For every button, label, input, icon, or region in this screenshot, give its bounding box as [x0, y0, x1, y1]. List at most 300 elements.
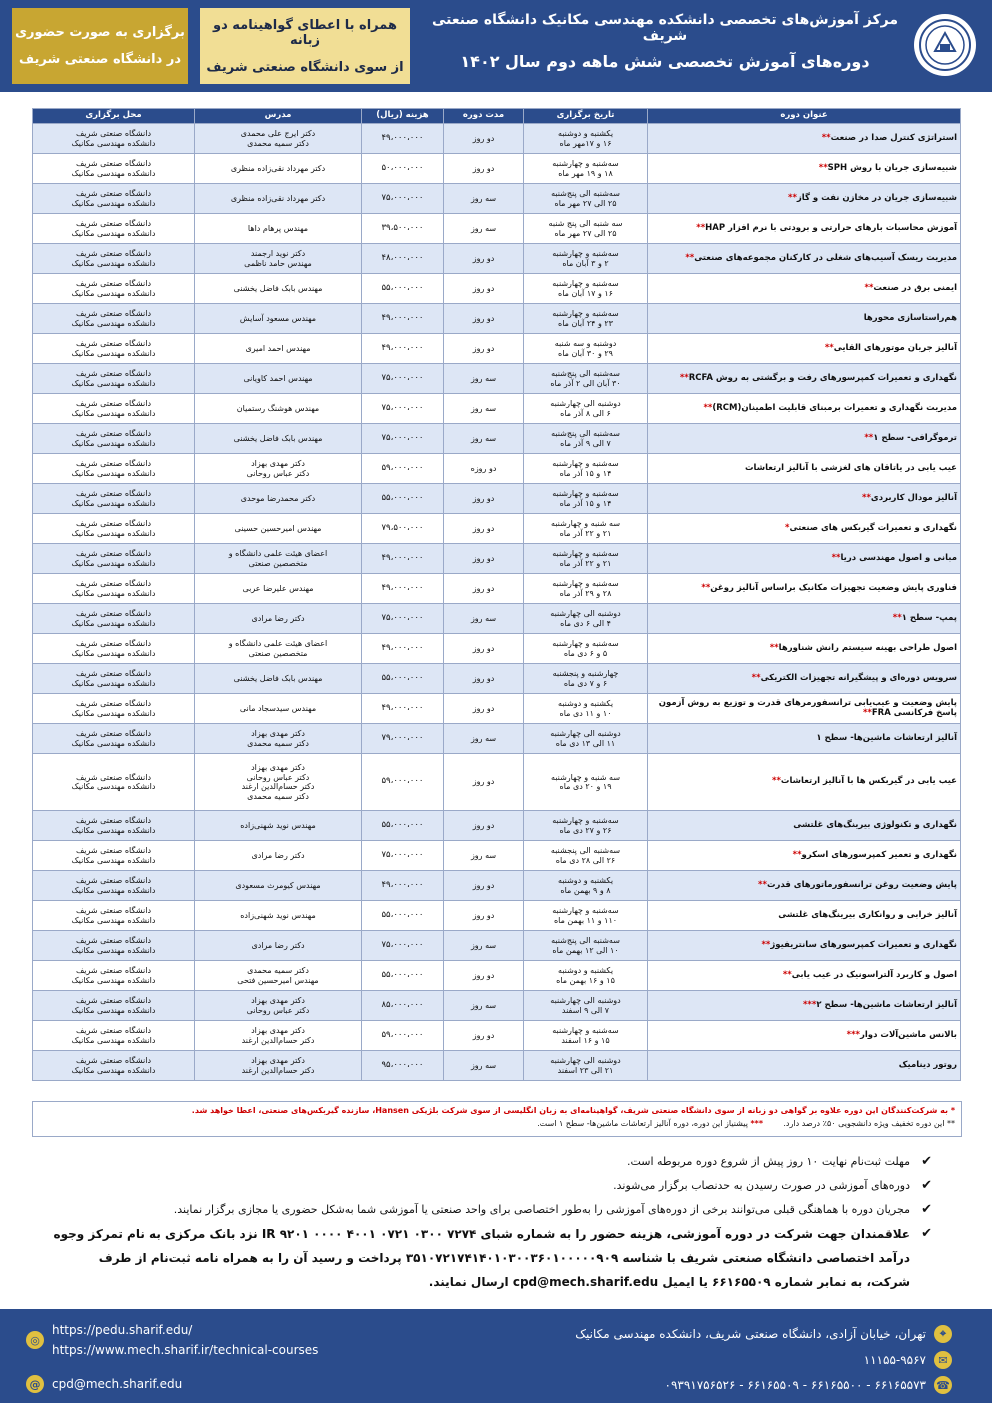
certificate-badge	[200, 8, 410, 84]
course-title-text: بالانس ماشین‌آلات دوار	[859, 1029, 957, 1040]
table-row	[33, 841, 961, 871]
note-hansen: * به شرکت‌کنندگان این دوره علاوه بر گواهی دو زبانه از سوی دانشگاه صنعتی شریف، گواهینامه‌ای به زبان انگلیسی از سوی شرکت بلژیکی Hansen، سازنده گیربکس‌های صنعتی، اعطا خواهد شد.	[191, 1106, 955, 1115]
phone-icon: ☎	[934, 1376, 952, 1394]
course-title	[648, 154, 961, 184]
course-fee: ۷۵،۰۰۰،۰۰۰	[362, 184, 444, 214]
course-title	[648, 604, 961, 634]
info-item	[52, 1222, 932, 1294]
course-duration: دو روز	[444, 694, 524, 724]
course-location	[33, 871, 195, 901]
course-mark: **	[751, 672, 761, 683]
course-date	[524, 961, 648, 991]
teacher-name: دکتر مهدی بهزاد	[251, 459, 305, 468]
location-line: دانشگاه صنعتی شریف	[75, 906, 152, 915]
course-mark: **	[831, 552, 841, 563]
course-title-text: اصول و کاربرد آلتراسونیک در عیب یابی	[791, 969, 957, 980]
table-row	[33, 931, 961, 961]
teacher-name: دکتر سمیه محمدی	[247, 966, 309, 975]
course-teacher	[195, 364, 362, 394]
location-line: دانشکده مهندسی مکانیک	[71, 782, 156, 791]
course-date-line: سه‌شنبه و چهارشنبه	[552, 279, 619, 288]
course-fee: ۴۹،۰۰۰،۰۰۰	[362, 124, 444, 154]
course-duration: دو روز	[444, 244, 524, 274]
email-icon: @	[26, 1375, 44, 1393]
course-title-text: نگهداری و تعمیر کمپرسورهای اسکرو	[801, 849, 957, 860]
course-title-text: آنالیز مودال کاربردی	[870, 492, 957, 503]
course-title	[648, 214, 961, 244]
course-location	[33, 574, 195, 604]
course-location	[33, 454, 195, 484]
teacher-name: مهندس سیدسجاد مانی	[239, 703, 317, 713]
course-fee: ۵۹،۰۰۰،۰۰۰	[362, 754, 444, 811]
course-teacher	[195, 154, 362, 184]
location-pin-icon: ⌖	[934, 1325, 952, 1343]
table-row	[33, 154, 961, 184]
course-date	[524, 274, 648, 304]
course-teacher	[195, 871, 362, 901]
course-date-line: دوشنبه الی چهارشنبه	[550, 1056, 621, 1065]
location-line: دانشکده مهندسی مکانیک	[71, 498, 156, 508]
course-date-line: ۶ و ۷ دی ماه	[563, 678, 608, 688]
course-title	[648, 634, 961, 664]
course-date	[524, 871, 648, 901]
course-location	[33, 961, 195, 991]
course-fee: ۷۵،۰۰۰،۰۰۰	[362, 604, 444, 634]
course-date	[524, 901, 648, 931]
teacher-name: مهندس احمد کاویانی	[243, 373, 313, 383]
teacher-name: مهندس نوید شهنی‌زاده	[240, 820, 316, 830]
location-line: دانشکده مهندسی مکانیک	[71, 258, 156, 268]
check-icon: ✔	[921, 1202, 932, 1217]
note-prerequisites	[39, 1117, 955, 1130]
course-location	[33, 604, 195, 634]
course-fee: ۷۵،۰۰۰،۰۰۰	[362, 931, 444, 961]
course-date-line: سه شنبه و چهارشنبه	[550, 772, 621, 782]
teacher-name: دکتر حسام‌الدین ارغند	[241, 1035, 315, 1045]
table-row	[33, 544, 961, 574]
address-text: تهران، خیابان آزادی، دانشگاه صنعتی شریف، دانشکده مهندسی مکانیک	[575, 1327, 926, 1341]
location-line: دانشگاه صنعتی شریف	[75, 189, 152, 198]
course-teacher	[195, 574, 362, 604]
course-fee: ۷۵،۰۰۰،۰۰۰	[362, 841, 444, 871]
info-item	[52, 1174, 932, 1198]
course-location	[33, 991, 195, 1021]
course-location	[33, 664, 195, 694]
footer-address	[575, 1325, 952, 1343]
table-row	[33, 961, 961, 991]
course-location	[33, 841, 195, 871]
course-location	[33, 901, 195, 931]
course-location	[33, 754, 195, 811]
course-mark: **	[824, 342, 834, 353]
website-link-mech[interactable]: https://www.mech.sharif.ir/technical-courses	[52, 1343, 319, 1357]
course-duration: دو روز	[444, 274, 524, 304]
course-duration: دو روز	[444, 334, 524, 364]
course-duration: دو روز	[444, 961, 524, 991]
course-title-text: شبیه‌سازی جریان با روش SPH	[827, 162, 957, 173]
course-date	[524, 124, 648, 154]
check-icon: ✔	[921, 1178, 932, 1193]
course-location	[33, 334, 195, 364]
course-location	[33, 1051, 195, 1081]
course-teacher	[195, 214, 362, 244]
course-title-text: مدیریت نگهداری و تعمیرات برمبنای قابلیت اطمینان(RCM)	[712, 402, 957, 413]
course-date-line: ۱۵ و ۱۶ بهمن ماه	[556, 975, 615, 985]
teacher-name: مهندس کیومرث مسعودی	[235, 880, 321, 890]
location-line: دانشکده مهندسی مکانیک	[71, 648, 156, 658]
location-line: دانشکده مهندسی مکانیک	[71, 738, 156, 748]
course-title	[648, 931, 961, 961]
teacher-name: مهندس نوید شهنی‌زاده	[240, 910, 316, 920]
location-line: دانشگاه صنعتی شریف	[75, 609, 152, 618]
teacher-name: مهندس بابک فاضل یخشنی	[233, 433, 323, 443]
course-mark: **	[782, 969, 792, 980]
location-line: دانشکده مهندسی مکانیک	[71, 528, 156, 538]
course-mark: **	[679, 372, 689, 383]
course-title	[648, 424, 961, 454]
course-date	[524, 364, 648, 394]
course-title-text: پایش وضعیت روغن ترانسفورماتورهای قدرت	[766, 879, 957, 890]
course-fee: ۹۵،۰۰۰،۰۰۰	[362, 1051, 444, 1081]
course-location	[33, 484, 195, 514]
course-teacher	[195, 124, 362, 154]
location-line: دانشگاه صنعتی شریف	[75, 669, 152, 678]
teacher-name: متخصصین صنعتی	[248, 648, 308, 658]
location-line: دانشگاه صنعتی شریف	[75, 549, 152, 558]
course-date-line: یکشنبه و دوشنبه	[557, 129, 614, 138]
location-line: دانشکده مهندسی مکانیک	[71, 438, 156, 448]
course-title	[648, 274, 961, 304]
sharif-logo-icon	[914, 14, 976, 76]
course-date-line: سه‌شنبه و چهارشنبه	[552, 489, 619, 498]
location-line: دانشگاه صنعتی شریف	[75, 579, 152, 588]
teacher-name: دکتر مهرداد نقی‌زاده منظری	[230, 163, 326, 173]
course-mark: **	[772, 776, 781, 787]
course-duration: سه روز	[444, 604, 524, 634]
course-date-line: سه‌شنبه الی پنج‌شنبه	[551, 369, 620, 378]
location-line: دانشکده مهندسی مکانیک	[71, 618, 156, 628]
course-fee: ۷۹،۰۰۰،۰۰۰	[362, 724, 444, 754]
course-date-line: ۲۵ الی ۲۷ مهر ماه	[554, 228, 617, 238]
phone-numbers: ۶۶۱۶۵۵۷۳ - ۶۶۱۶۵۵۰۰ - ۶۶۱۶۵۵۰۹ - ۰۹۳۹۱۷۵۶۵۲۶	[664, 1378, 926, 1392]
course-duration: سه روز	[444, 991, 524, 1021]
course-date-line: ۱۸ و ۱۹ مهر ماه	[558, 168, 613, 178]
course-date	[524, 394, 648, 424]
check-icon: ✔	[921, 1154, 932, 1169]
course-location	[33, 184, 195, 214]
course-fee: ۷۹،۵۰۰،۰۰۰	[362, 514, 444, 544]
location-line: دانشگاه صنعتی شریف	[75, 772, 152, 782]
location-line: دانشکده مهندسی مکانیک	[71, 915, 156, 925]
location-line: دانشکده مهندسی مکانیک	[71, 348, 156, 358]
teacher-name: اعضای هیئت علمی دانشگاه و	[228, 549, 328, 558]
course-date-line: ۲۵ الی ۲۷ مهر ماه	[554, 198, 617, 208]
location-line: دانشکده مهندسی مکانیک	[71, 468, 156, 478]
course-mark: **	[685, 252, 695, 263]
course-location	[33, 724, 195, 754]
course-title-text: مدیریت ریسک آسیب‌های شغلی در کارکنان مجموعه‌های صنعتی	[694, 252, 957, 263]
course-title-text: نگهداری و تعمیرات کمپرسورهای سانتریفیوژ	[770, 939, 957, 950]
course-fee: ۷۵،۰۰۰،۰۰۰	[362, 394, 444, 424]
course-mark: *	[785, 522, 790, 533]
course-teacher	[195, 394, 362, 424]
course-location	[33, 394, 195, 424]
course-date-line: سه‌شنبه و چهارشنبه	[552, 549, 619, 558]
course-date-line: ۶ الی ۸ آذر ماه	[560, 408, 611, 418]
course-mark: **	[862, 492, 871, 503]
table-row	[33, 364, 961, 394]
course-date-line: سه‌شنبه الی پنج‌شنبه	[551, 429, 620, 438]
table-row	[33, 604, 961, 634]
course-date-line: سه‌شنبه و چهارشنبه	[552, 309, 619, 318]
course-teacher	[195, 544, 362, 574]
course-duration: سه روز	[444, 1051, 524, 1081]
course-duration: دو روز	[444, 901, 524, 931]
course-date	[524, 754, 648, 811]
location-line: دانشگاه صنعتی شریف	[75, 129, 152, 138]
table-row	[33, 124, 961, 154]
course-mark: **	[792, 849, 802, 860]
location-line: دانشگاه صنعتی شریف	[75, 1026, 152, 1035]
course-duration: سه روز	[444, 424, 524, 454]
location-line: دانشکده مهندسی مکانیک	[71, 228, 156, 238]
course-teacher	[195, 634, 362, 664]
location-line: دانشکده مهندسی مکانیک	[71, 198, 156, 208]
course-teacher	[195, 454, 362, 484]
teacher-name: دکتر ایرج علی محمدی	[240, 129, 316, 138]
course-title-text: نگهداری و تعمیرات کمپرسورهای رفت و برگشتی به روش RCFA	[688, 372, 957, 383]
table-notes	[32, 1101, 962, 1137]
course-teacher	[195, 841, 362, 871]
location-line: دانشکده مهندسی مکانیک	[71, 168, 156, 178]
course-date-line: سه شنبه و چهارشنبه	[550, 519, 621, 528]
course-date-line: ۲۱ الی ۲۳ اسفند	[557, 1065, 614, 1075]
course-teacher	[195, 811, 362, 841]
in-person-badge	[12, 8, 188, 84]
course-date	[524, 811, 648, 841]
column-header-fee: هزینه (ریال)	[362, 109, 444, 124]
course-title-text: پایش وضعیت و عیب‌یابی ترانسفورمرهای قدرت و توزیع به روش آزمون پاسخ فرکانسی FRA	[658, 698, 957, 718]
location-line: دانشگاه صنعتی شریف	[75, 339, 152, 348]
course-location	[33, 364, 195, 394]
teacher-name: دکتر مهدی بهزاد	[251, 763, 305, 772]
course-teacher	[195, 694, 362, 724]
course-title	[648, 574, 961, 604]
course-title-text: آنالیز خرابی و روانکاری بیرینگ‌های غلتشی	[778, 909, 957, 920]
course-date-line: دوشنبه و سه شنبه	[554, 339, 617, 348]
website-link-pedu[interactable]: https://pedu.sharif.edu/	[52, 1323, 193, 1337]
course-duration: دو روز	[444, 154, 524, 184]
teacher-name: دکتر رضا مرادی	[251, 613, 305, 623]
course-teacher	[195, 184, 362, 214]
in-person-badge-line1: برگزاری به صورت حضوری	[15, 25, 185, 40]
course-fee: ۴۹،۰۰۰،۰۰۰	[362, 871, 444, 901]
course-fee: ۵۵،۰۰۰،۰۰۰	[362, 961, 444, 991]
course-fee: ۷۵،۰۰۰،۰۰۰	[362, 424, 444, 454]
teacher-name: دکتر حسام‌الدین ارغند	[241, 782, 315, 791]
check-icon: ✔	[921, 1226, 932, 1241]
center-title: مرکز آموزش‌های تخصصی دانشکده مهندسی مکانیک دانشگاه صنعتی شریف	[431, 12, 899, 44]
course-fee: ۷۵،۰۰۰،۰۰۰	[362, 364, 444, 394]
course-teacher	[195, 754, 362, 811]
course-teacher	[195, 901, 362, 931]
course-title	[648, 454, 961, 484]
course-date	[524, 214, 648, 244]
header-banner	[0, 0, 992, 92]
teacher-name: دکتر مهرداد نقی‌زاده منظری	[230, 193, 326, 203]
course-title-text: فناوری پایش وضعیت تجهیزات مکانیک براساس آنالیز روغن	[710, 582, 957, 593]
course-date-line: ۱۰ الی ۱۲ بهمن ماه	[552, 945, 619, 955]
course-title	[648, 184, 961, 214]
course-title	[648, 1051, 961, 1081]
teacher-name: دکتر حسام‌الدین ارغند	[241, 1065, 315, 1075]
info-deadline: مهلت ثبت‌نام نهایت ۱۰ روز پیش از شروع دوره مربوطه است.	[626, 1155, 910, 1168]
course-location	[33, 544, 195, 574]
course-date-line: دوشنبه الی چهارشنبه	[550, 729, 621, 738]
course-title-text: ترموگرافی- سطح ۱	[873, 432, 957, 443]
course-title	[648, 871, 961, 901]
course-date	[524, 841, 648, 871]
course-fee: ۵۹،۰۰۰،۰۰۰	[362, 454, 444, 484]
course-title-text: پمپ- سطح ۱	[901, 612, 957, 623]
teacher-name: دکتر سمیه محمدی	[247, 791, 309, 801]
course-date	[524, 184, 648, 214]
location-line: دانشگاه صنعتی شریف	[75, 876, 152, 885]
table-row	[33, 514, 961, 544]
course-date-line: ۲۸ و ۲۹ آذر ماه	[559, 588, 612, 598]
course-duration: سه روز	[444, 724, 524, 754]
email-link[interactable]: cpd@mech.sharif.edu	[52, 1377, 183, 1391]
course-title-text: استراتژی کنترل صدا در صنعت	[830, 132, 957, 143]
postal-code: ۱۱۱۵۵-۹۵۶۷	[863, 1353, 926, 1367]
table-row	[33, 991, 961, 1021]
course-date	[524, 544, 648, 574]
course-date-line: دوشنبه الی چهارشنبه	[550, 996, 621, 1005]
course-duration: سه روز	[444, 184, 524, 214]
table-header-row	[33, 109, 961, 124]
course-date-line: سه‌شنبه الی پنج‌شنبه	[551, 936, 620, 945]
certificate-badge-line1: همراه با اعطای گواهینامه دو زبانه	[213, 17, 397, 48]
table-row	[33, 724, 961, 754]
note-triple-mark: ***	[750, 1119, 764, 1128]
location-line: دانشگاه صنعتی شریف	[75, 369, 152, 378]
course-teacher	[195, 1021, 362, 1051]
course-fee: ۵۵،۰۰۰،۰۰۰	[362, 274, 444, 304]
course-duration: دو روز	[444, 484, 524, 514]
course-title	[648, 484, 961, 514]
course-duration: دو روز	[444, 124, 524, 154]
course-date-line: ۲۱ و ۲۲ آذر ماه	[559, 528, 612, 538]
course-title	[648, 841, 961, 871]
table-row	[33, 484, 961, 514]
location-line: دانشگاه صنعتی شریف	[75, 489, 152, 498]
course-title	[648, 961, 961, 991]
course-teacher	[195, 664, 362, 694]
course-date	[524, 484, 648, 514]
course-date	[524, 604, 648, 634]
course-location	[33, 634, 195, 664]
registration-info	[52, 1150, 932, 1294]
course-duration: دو روز	[444, 544, 524, 574]
course-title-text: آنالیز ارتعاشات ماشین‌ها- سطح ۱	[816, 732, 957, 743]
location-line: دانشکده مهندسی مکانیک	[71, 708, 156, 718]
teacher-name: دکتر مهدی بهزاد	[251, 1056, 305, 1065]
info-quorum: دوره‌های آموزشی در صورت رسیدن به حدنصاب برگزار می‌شوند.	[613, 1179, 910, 1192]
course-date	[524, 664, 648, 694]
course-title	[648, 754, 961, 811]
course-title	[648, 811, 961, 841]
table-row	[33, 334, 961, 364]
course-duration: دو روز	[444, 871, 524, 901]
course-duration: دو روز	[444, 514, 524, 544]
course-date-line: ۱۴ و ۱۵ آذر ماه	[559, 498, 612, 508]
table-row	[33, 244, 961, 274]
course-date	[524, 694, 648, 724]
course-date-line: ۱۶ و ۱۷ آبان ماه	[558, 288, 613, 298]
teacher-name: دکتر مهدی بهزاد	[251, 1026, 305, 1035]
course-teacher	[195, 931, 362, 961]
course-fee: ۵۵،۰۰۰،۰۰۰	[362, 664, 444, 694]
column-header-date: تاریخ برگزاری	[524, 109, 648, 124]
course-location	[33, 514, 195, 544]
course-title	[648, 244, 961, 274]
location-line: دانشگاه صنعتی شریف	[75, 219, 152, 228]
course-mark: ***	[846, 1029, 860, 1040]
table-row	[33, 634, 961, 664]
course-location	[33, 304, 195, 334]
location-line: دانشگاه صنعتی شریف	[75, 1056, 152, 1065]
course-mark: **	[761, 939, 771, 950]
teacher-name: مهندس احمد امیری	[245, 343, 311, 353]
table-row	[33, 184, 961, 214]
course-mark: **	[701, 582, 711, 593]
teacher-name: مهندس هوشنگ رستمیان	[236, 403, 320, 413]
course-teacher	[195, 991, 362, 1021]
course-date-line: ۲۶ الی ۲۸ دی ماه	[555, 855, 616, 865]
location-line: دانشکده مهندسی مکانیک	[71, 138, 156, 148]
column-header-title: عنوان دوره	[648, 109, 961, 124]
course-date-line: ۲۱ و ۲۲ آذر ماه	[559, 558, 612, 568]
course-location	[33, 124, 195, 154]
info-payment: علاقمندان جهت شرکت در دوره آموزشی، هزینه حضور را به شماره شبای IR ۹۲۰۱ ۰۰۰۰ ۴۰۰۱ ۰۷۲۱ ۰۳۰۰ ۷۲۷۴ نزد بانک مرکزی به نام تمرکز وجوه درآمد اختصاصی دانشگاه صنعتی شریف با شناسه ۳۵۱۰۷۲۱۷۴۱۴۰۱۰۳۰۰۳۶۰۱۰۰۰۰۰۹۰۹ پرداخت و رسید آن را به همراه نامه ثبت‌نام از طرف شرکت، به نمابر شماره ۶۶۱۶۵۵۰۹ یا ایمیل cpd@mech.sharif.edu ارسال نمایند.	[53, 1227, 910, 1289]
course-duration: دو روز	[444, 811, 524, 841]
course-date-line: ۱۱۰ و ۱۱ بهمن ماه	[553, 915, 618, 925]
course-mark: **	[769, 642, 779, 653]
course-location	[33, 931, 195, 961]
course-duration: سه روز	[444, 841, 524, 871]
course-date-line: سه شنبه الی پنج شنبه	[548, 219, 623, 228]
course-mark: **	[864, 432, 874, 443]
course-mark: **	[818, 162, 828, 173]
course-date-line: ۱۹ و ۲۰ دی ماه	[559, 782, 612, 791]
table-row	[33, 574, 961, 604]
courses-table	[32, 108, 961, 1081]
course-date-line: سه‌شنبه الی پنج‌شنبه	[551, 189, 620, 198]
table-row	[33, 1051, 961, 1081]
course-duration: دو روز	[444, 1021, 524, 1051]
course-mark: ***	[802, 999, 817, 1010]
location-line: دانشکده مهندسی مکانیک	[71, 885, 156, 895]
course-teacher	[195, 724, 362, 754]
course-title	[648, 1021, 961, 1051]
location-line: دانشگاه صنعتی شریف	[75, 519, 152, 528]
course-date	[524, 334, 648, 364]
course-fee: ۵۹،۰۰۰،۰۰۰	[362, 1021, 444, 1051]
table-row	[33, 394, 961, 424]
course-title-text: ایمنی برق در صنعت	[873, 282, 957, 293]
course-teacher	[195, 514, 362, 544]
course-title-text: روتور دینامیک	[898, 1059, 957, 1070]
